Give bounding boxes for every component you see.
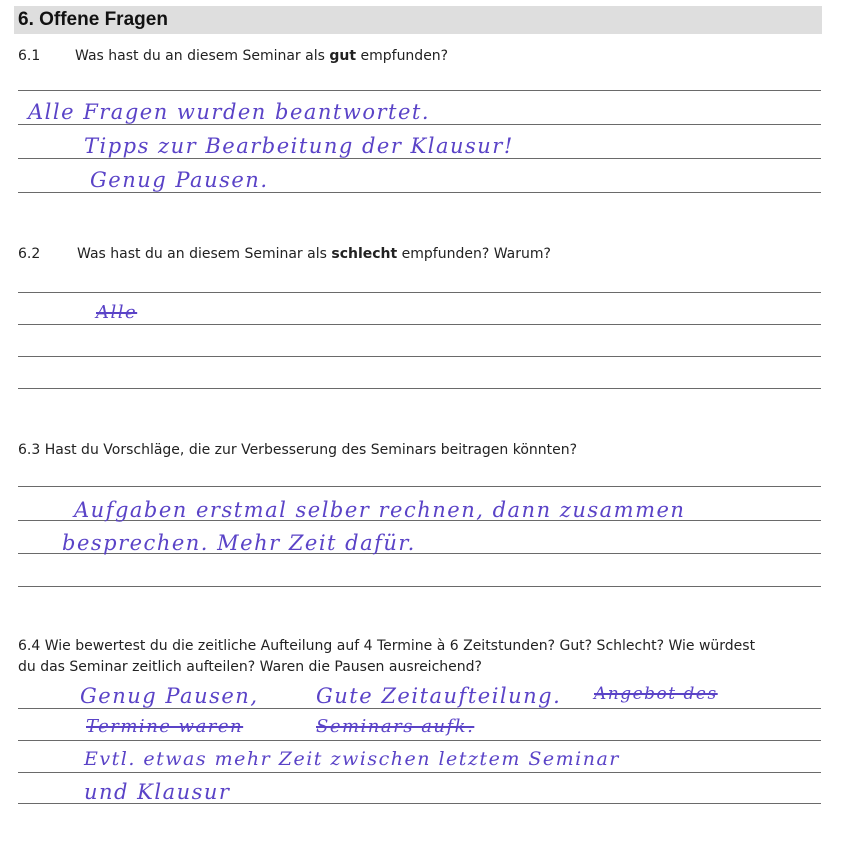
answer-line: [18, 740, 821, 741]
section-title: 6. Offene Fragen: [18, 9, 168, 30]
question-number: 6.4: [18, 638, 41, 654]
handwritten-answer: Gute Zeitaufteilung.: [316, 684, 562, 708]
handwritten-crossed-out-answer: Seminars aufk.: [316, 716, 475, 737]
answer-line: [18, 90, 821, 91]
answer-line: [18, 158, 821, 159]
handwritten-answer: und Klausur: [84, 780, 231, 804]
answer-line: [18, 586, 821, 587]
handwritten-answer: besprechen. Mehr Zeit dafür.: [62, 531, 416, 555]
question-text-line1: Wie bewertest du die zeitliche Aufteilung auf 4 Termine à 6 Zeitstunden? Gut? Schlecht? Wie würdest: [44, 638, 756, 654]
answer-line: [18, 292, 821, 293]
question-text-suffix: empfunden?: [356, 48, 449, 64]
handwritten-answer: Genug Pausen.: [90, 168, 269, 192]
handwritten-crossed-out-answer: Alle: [96, 302, 138, 323]
question-6-4: [18, 636, 755, 678]
handwritten-answer: Alle Fragen wurden beantwortet.: [28, 100, 431, 124]
question-number: 6.1: [18, 48, 41, 64]
question-6-2: [18, 244, 551, 265]
question-6-3: [18, 440, 577, 461]
answer-line: [18, 708, 821, 709]
answer-line: [18, 772, 821, 773]
question-emphasis: gut: [329, 48, 357, 64]
answer-line: [18, 124, 821, 125]
answer-line: [18, 356, 821, 357]
question-number: 6.2: [18, 246, 41, 262]
handwritten-crossed-out-answer: Termine waren: [86, 716, 244, 737]
handwritten-answer: Aufgaben erstmal selber rechnen, dann zusammen: [74, 498, 686, 522]
handwritten-answer: Tipps zur Bearbeitung der Klausur!: [84, 134, 514, 158]
question-text-prefix: Was hast du an diesem Seminar als: [77, 246, 332, 262]
handwritten-answer: Genug Pausen,: [80, 684, 259, 708]
answer-line: [18, 486, 821, 487]
answer-line: [18, 324, 821, 325]
question-text-suffix: empfunden? Warum?: [397, 246, 551, 262]
question-6-1: [18, 46, 448, 67]
question-text-prefix: Was hast du an diesem Seminar als: [75, 48, 330, 64]
handwritten-crossed-out-answer: Angebot des: [594, 684, 718, 704]
answer-line: [18, 388, 821, 389]
question-text: Hast du Vorschläge, die zur Verbesserung des Seminars beitragen könnten?: [44, 442, 578, 458]
question-number: 6.3: [18, 442, 41, 458]
answer-line: [18, 192, 821, 193]
handwritten-answer: Evtl. etwas mehr Zeit zwischen letztem Seminar: [84, 748, 620, 770]
question-emphasis: schlecht: [331, 246, 398, 262]
question-text-line2: du das Seminar zeitlich aufteilen? Waren die Pausen ausreichend?: [18, 659, 482, 675]
